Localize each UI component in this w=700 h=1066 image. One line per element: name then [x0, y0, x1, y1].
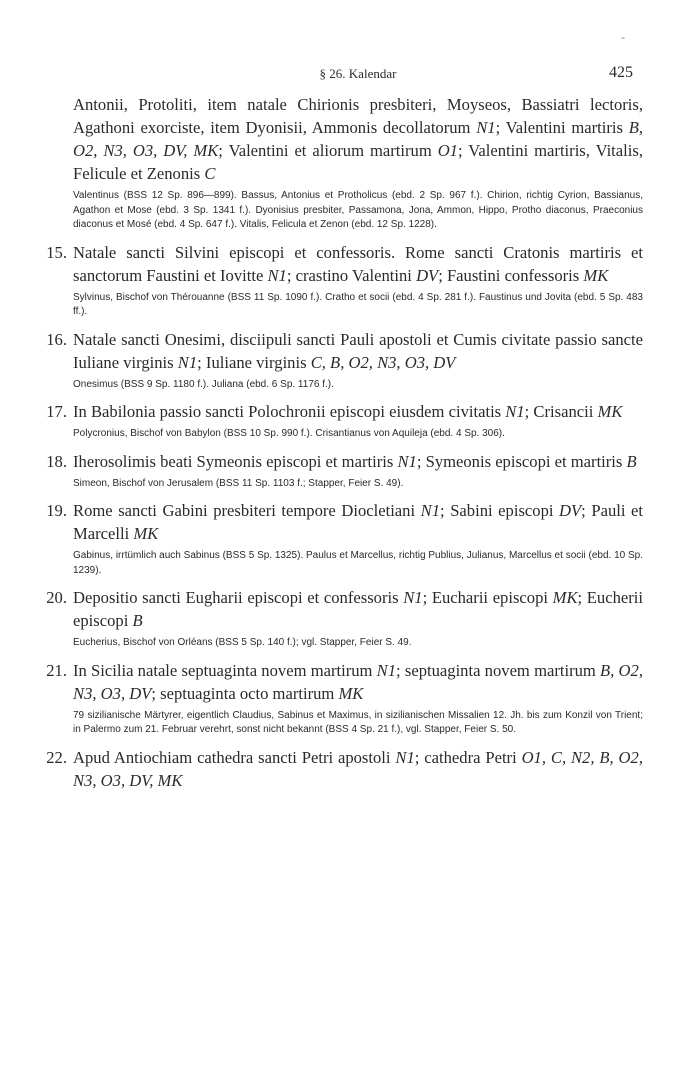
entry-note: Onesimus (BSS 9 Sp. 1180 f.). Juliana (ebd. 6 Sp. 1176 f.).	[73, 378, 334, 390]
entry-text: Natale sancti Onesimi, disciipuli sancti Pauli apostoli et Cumis civitate passio sancte Iuliane virginis N1; Iuliane virginis C, B, O2, N3, O3, DV	[73, 329, 643, 372]
calendar-entry	[46, 328, 643, 393]
calendar-entry	[46, 659, 643, 738]
entry-note: Polycronius, Bischof von Babylon (BSS 10 Sp. 990 f.). Crisantianus von Aquileja (ebd. 4 Sp. 306).	[73, 428, 505, 439]
entry-number: 15.	[46, 242, 67, 262]
entry-number: 18.	[46, 451, 67, 471]
calendar-entry	[46, 499, 643, 578]
entry-note: Simeon, Bischof von Jerusalem (BSS 11 Sp. 1103 f.; Stapper, Feier S. 49).	[73, 477, 404, 489]
running-title: § 26. Kalendar	[319, 66, 397, 81]
entry-number: 22.	[46, 747, 67, 767]
calendar-entry	[46, 400, 643, 442]
entry-number: 17.	[46, 402, 67, 421]
calendar-entry	[46, 586, 643, 651]
book-page	[46, 0, 643, 1066]
entry-text: Depositio sancti Eugharii episcopi et confessoris N1; Eucharii episcopi MK; Eucherii episcopi B	[73, 588, 643, 630]
calendar-entry	[46, 450, 643, 492]
entry-text: Apud Antiochiam cathedra sancti Petri apostoli N1; cathedra Petri O1, C, N2, B, O2, N3, O3, DV, MK	[73, 747, 643, 790]
entry-text: In Sicilia natale septuaginta novem martirum N1; septuaginta novem martirum B, O2, N3, O3, DV; septuaginta octo martirum MK	[73, 660, 643, 703]
entry-number: 21.	[46, 660, 67, 680]
entry-note: Gabinus, irrtümlich auch Sabinus (BSS 5 Sp. 1325). Paulus et Marcellus, richtig Publius, Julianus, Marcellus et socii (ebd. 10 Sp. 1239).	[73, 550, 643, 576]
entry-text: In Babilonia passio sancti Polochronii episcopi eiusdem civitatis N1; Crisancii MK	[73, 402, 623, 421]
entry-number: 20.	[46, 588, 67, 607]
calendar-entry	[46, 746, 643, 792]
entry-note: Sylvinus, Bischof von Thérouanne (BSS 11 Sp. 1090 f.). Cratho et socii (ebd. 4 Sp. 281 f.). Faustinus und Jovita (ebd. 5 Sp. 483 ff.).	[73, 291, 643, 317]
calendar-entries	[46, 93, 643, 792]
entry-note: Eucherius, Bischof von Orléans (BSS 5 Sp. 140 f.); vgl. Stapper, Feier S. 49.	[73, 637, 412, 648]
page-header	[73, 64, 643, 84]
entry-text: Rome sancti Gabini presbiteri tempore Diocletiani N1; Sabini episcopi DV; Pauli et Marcelli MK	[73, 501, 643, 543]
entry-text: Iherosolimis beati Symeonis episcopi et martiris N1; Symeonis episcopi et martiris B	[73, 451, 637, 471]
entry-note: Valentinus (BSS 12 Sp. 896—899). Bassus, Antonius et Protholicus (ebd. 2 Sp. 967 f.). Chirion, richtig Cyrion, Bassianus, Agathon et Mose (ebd. 3 Sp. 1341 f.). Dyonisius presbiter, Passamona, Jona, Ammon, Hippo, Protho diaconus, Praeconius diaconus et Mosé (ebd. 4 Sp. 647 f.). Vitalis, Felicula et Zenon (ebd. 12 Sp. 1228).	[73, 190, 643, 230]
entry-number: 19.	[46, 501, 67, 520]
entry-text: Natale sancti Silvini episcopi et confessoris. Rome sancti Cratonis martiris et sanctorum Faustini et Iovitte N1; crastino Valentini DV; Faustini confessoris MK	[73, 242, 643, 285]
entry-number: 16.	[46, 329, 67, 349]
entry-note: 79 sizilianische Märtyrer, eigentlich Claudius, Sabinus et Maximus, in sizilianischen Missalien 12. Jh. bis zum Konzil von Trient; in Palermo zum 21. Februar verehrt, sonst nicht bekannt (BSS 4 Sp. 21 f.), vgl. Stapper, Feier S. 50.	[73, 709, 643, 735]
calendar-entry	[73, 93, 643, 233]
entry-text: Antonii, Protoliti, item natale Chirionis presbiteri, Moyseos, Bassiatri lectoris, Agathoni exorciste, item Dyonisii, Ammonis decollatorum N1; Valentini martiris B, O2, N3, O3, DV, MK; Valentini et aliorum martirum O1; Valentini martiris, Vitalis, Felicule et Zenonis C	[73, 95, 643, 183]
corner-mark: -	[621, 30, 625, 44]
calendar-entry	[46, 241, 643, 320]
page-number: 425	[609, 64, 633, 81]
